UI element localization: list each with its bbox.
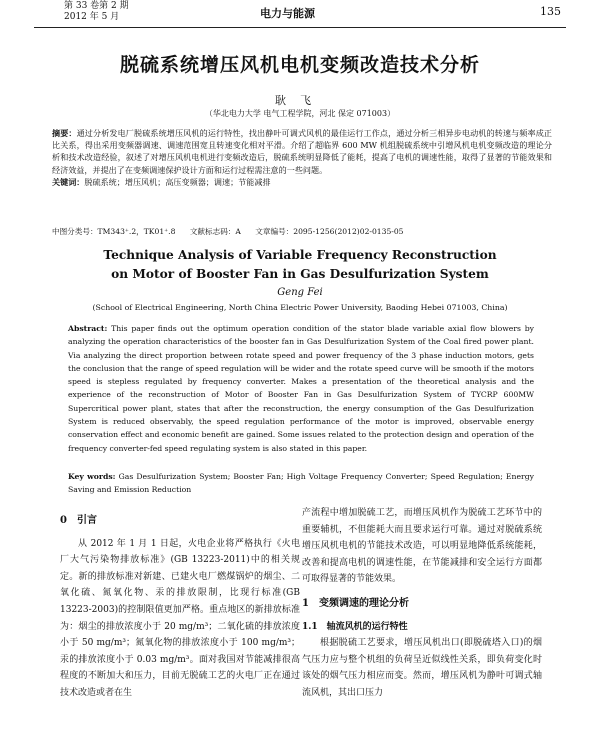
subsection-heading: 1.1 轴流风机的运行特性 (302, 621, 408, 632)
body-paragraph: 根据脱硫工艺要求，增压风机出口(即脱硫塔入口)的烟气压力应与整个机组的负荷呈近似线性关系，即负荷变化时该处的烟气压力相应而变。然而，增压风机为静叶可调式轴流风机，其出口压力 (302, 638, 542, 698)
keywords-en-label: Key words: (68, 472, 116, 481)
title-chinese: 脱硫系统增压风机电机变频改造技术分析 (119, 54, 480, 76)
abstract-english (68, 322, 534, 455)
section-heading-intro: 0 引言 (60, 515, 97, 526)
author-chinese: 耿飞 (275, 94, 325, 107)
keywords-en-text: Gas Desulfurization System; Booster Fan; High Voltage Frequency Converter; Speed Regulation; Energy Saving and Emission Reduction (68, 472, 534, 495)
keywords-cn-text: 脱硫系统；增压风机；高压变频器；调速；节能减排 (84, 176, 271, 187)
clc-number: 中图分类号：TM343⁺.2，TK01⁺.8 (52, 227, 176, 236)
title-english (0, 246, 600, 284)
abstract-en-text: This paper finds out the optimum operation condition of the stator blade variable axial flow blowers by analyzing the operation characteristics of the booster fan in Gas Desulfurization System of the Coal fired power plant. Via analyzing the direct proportion between rotate speed and power frequency of the 3 phase induction motors, gets the conclusion that the range of speed regulation will be wider and the rotate speed curve will be smooth if the motors speed is stepless regulated by frequency converter. Makes a presentation of the theoretical analysis and the experience of the reconstruction of Motor of Booster Fan in Gas Desulfurization System of TYCRP 600MW Supercritical power plant, states that after the reconstruction, the energy consumption of the Gas Desulfurization System is reduced observably, the speed regulation performance of the motor is improved, observable energy conservation effect and economic benefit are gained. Some issues related to the protection design and operation of the frequency converter-fed speed regulating system is also stated in this paper. (68, 324, 534, 453)
page-number: 135 (540, 5, 561, 18)
journal-name: 电力与能源 (260, 7, 315, 20)
keywords-cn-label: 关键词： (52, 176, 85, 187)
author-english: Geng Fei (277, 287, 323, 298)
abstract-cn-text: 通过分析发电厂脱硫系统增压风机的运行特性，找出静叶可调式风机的最佳运行工作点，通过分析三相异步电动机的转速与频率成正比关系，得出采用变频器调速、调速范围宽且转速变化相对平滑。介绍了超临界 600 MW 机组脱硫系统中引增风机电机变频改造的理论分析和技术改造经验，叙述了对增压风机电机进行变频改造后，脱硫系统明显降低了能耗，提高了电机的调速性能，取得了显著的节能效果和经济效益，并提出了在变频调速保护设计方面和运行过程需注意的一些问题。 (52, 128, 552, 175)
article-number: 文章编号：2095-1256(2012)02-0135-05 (255, 227, 404, 236)
section-heading-theory: 1 变频调速的理论分析 (302, 597, 409, 609)
affiliation-chinese: （华北电力大学 电气工程学院，河北 保定 071003） (204, 109, 396, 118)
keywords-english (68, 470, 534, 497)
abstract-chinese (52, 127, 552, 188)
classification-line (52, 226, 552, 237)
running-header (0, 0, 600, 30)
body-paragraph: 从 2012 年 1 月 1 日起，火电企业将严格执行《火电厂大气污染物排放标准》(GB 13223-2011)中的相关规定。新的排放标准对新建、已建火电厂燃煤锅炉的烟尘、二氧化硫、氮氧化物、汞的排放限制，比现行标准(GB 13223-2003)的控制限值更加严格。重点地区的新排放标准为：烟尘的排放浓度小于 20 mg/m³；二氧化硫的排放浓度小于 50 mg/m³；氮氧化物的排放浓度小于 100 mg/m³；汞的排放浓度小于 0.03 mg/m³。面对我国对节能减排很高程度的不断加大和压力，目前无脱硫工艺的火电厂正在通过技术改造或者在生 (60, 538, 300, 698)
body-column-left (60, 505, 300, 702)
header-rule (34, 27, 566, 28)
body-paragraph-continued: 产流程中增加脱硫工艺，而增压风机作为脱硫工艺环节中的重要辅机，不但能耗大而且要求运行可靠。通过对脱硫系统增压风机电机的节能技术改造，可以明显地降低系统能耗，改善和提高电机的调速性能，在节能减排和安全运行方面都可取得显著的节能效果。 (302, 508, 542, 585)
affiliation-english: (School of Electrical Engineering, North China Electric Power University, Baoding Hebei 071003, China) (92, 303, 508, 312)
abstract-en-label: Abstract: (68, 324, 108, 333)
volume-issue: 第 33 卷第 2 期 (64, 1, 129, 11)
document-code: 文献标志码：A (189, 227, 241, 236)
title-en-line-1: Technique Analysis of Variable Frequency Reconstruction (103, 248, 497, 262)
issue-date: 2012 年 5 月 (64, 12, 120, 22)
abstract-cn-label: 摘要： (52, 128, 77, 138)
title-en-line-2: on Motor of Booster Fan in Gas Desulfurization System (111, 267, 489, 281)
issue-info (64, 1, 129, 23)
body-column-right (302, 505, 542, 702)
